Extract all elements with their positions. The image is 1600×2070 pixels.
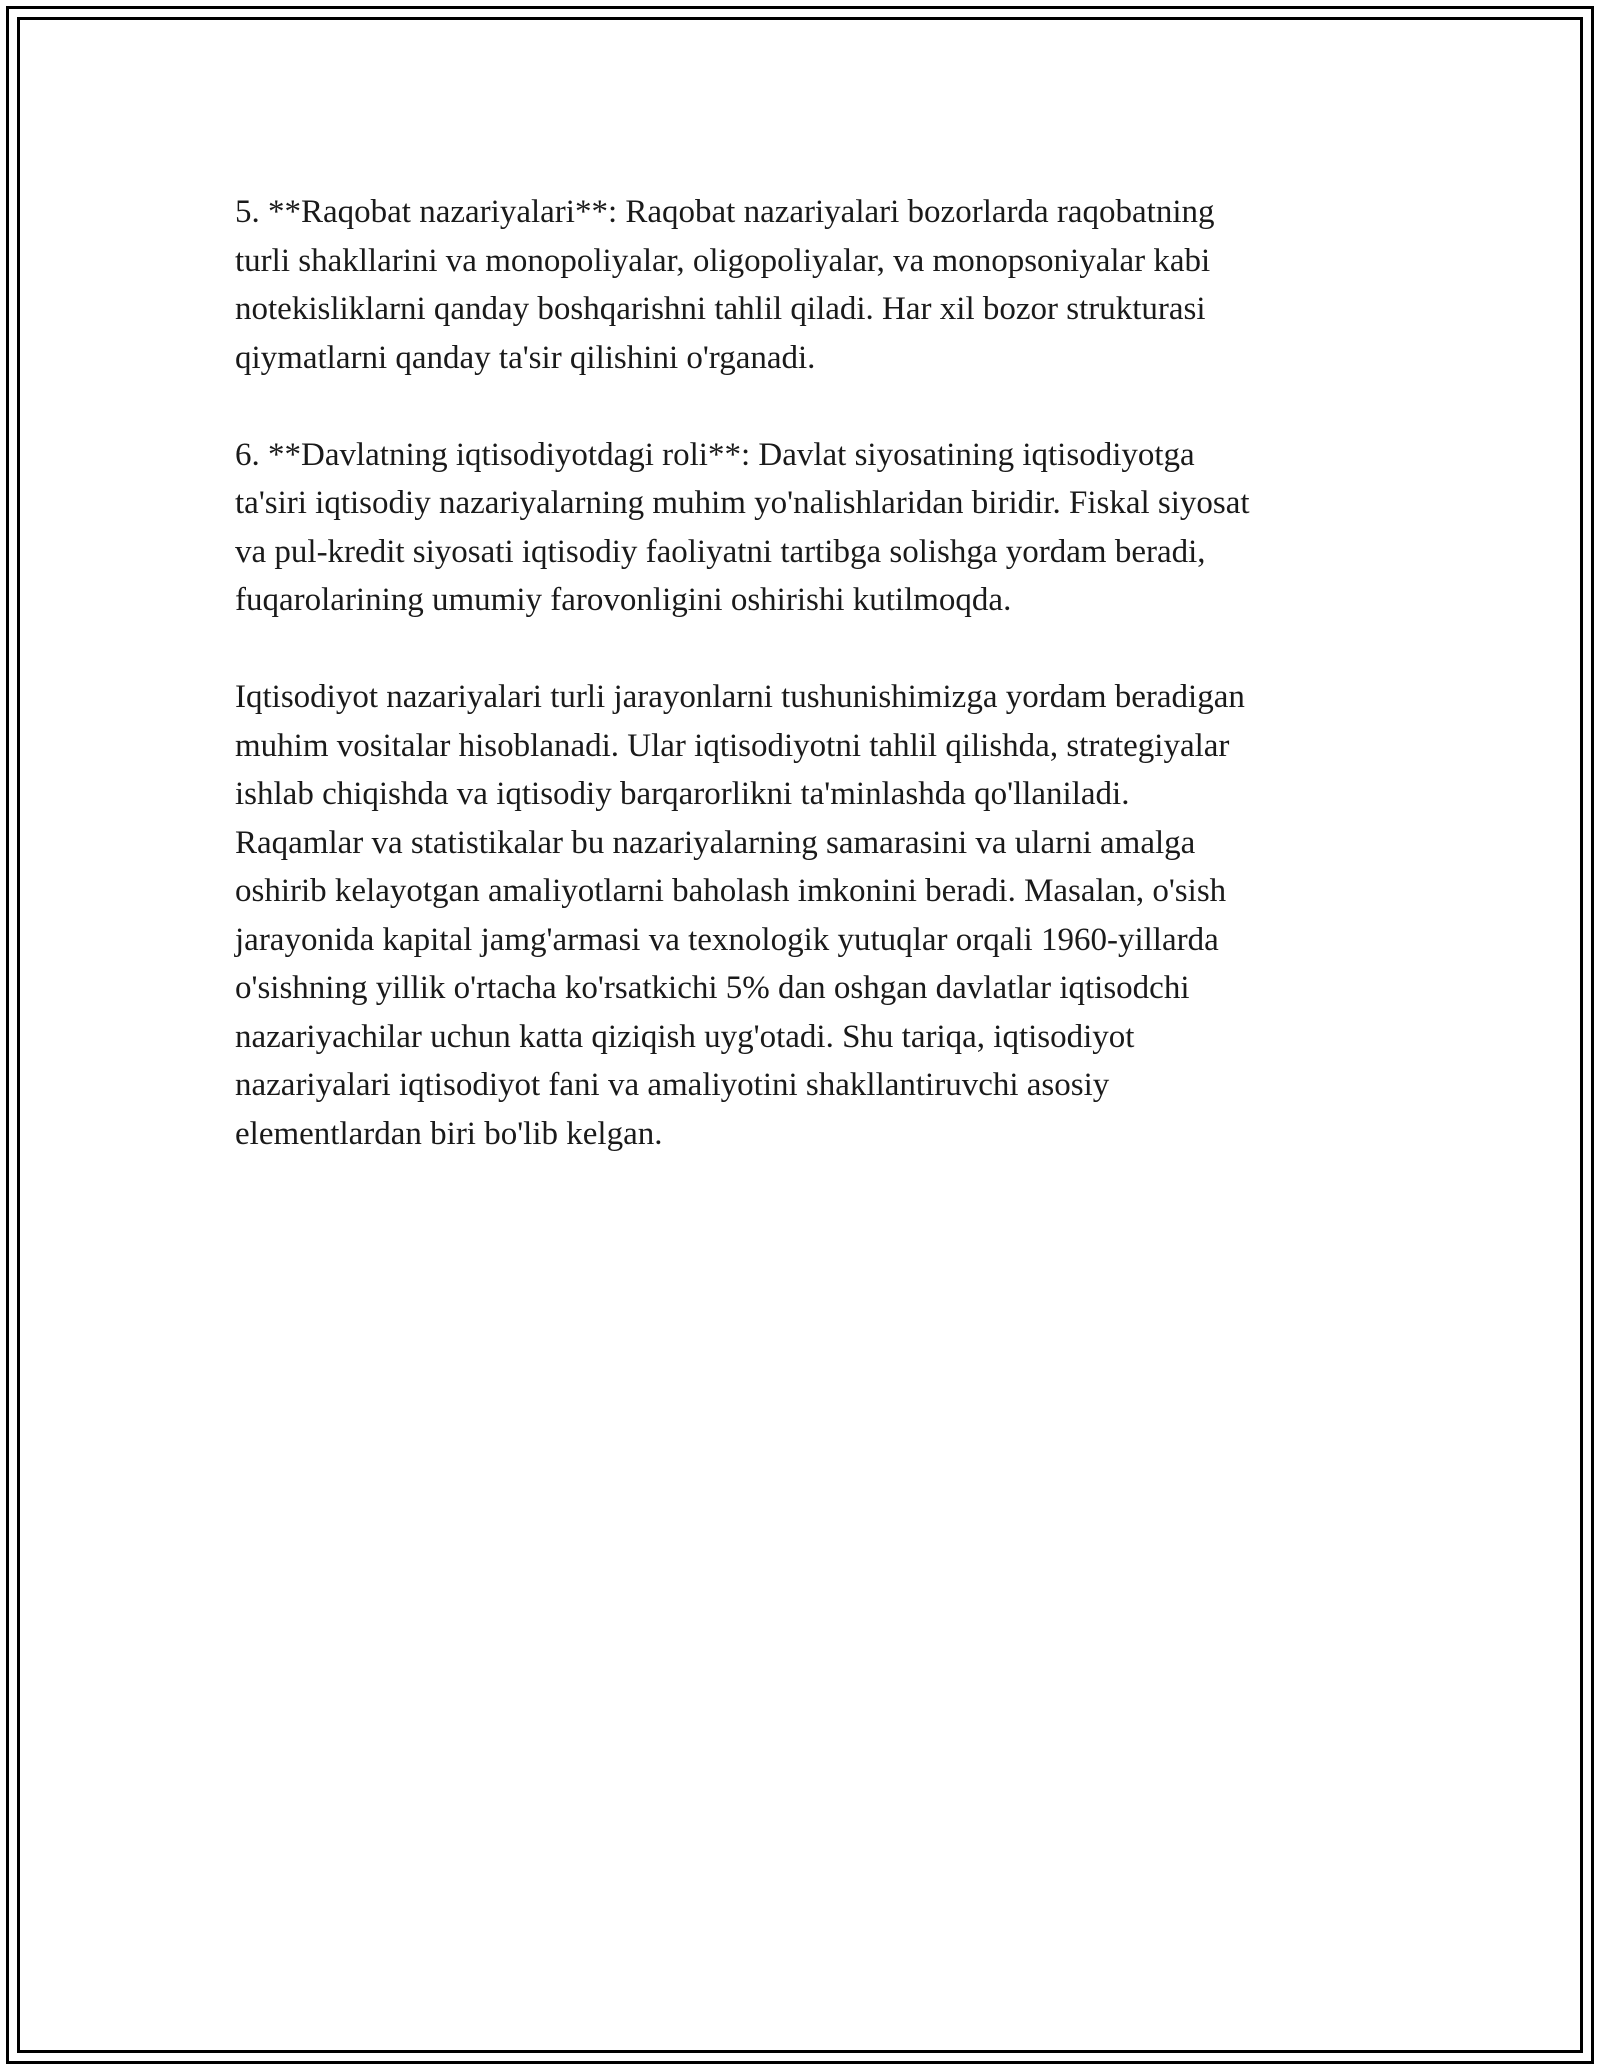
document-body [235,188,1375,1207]
paragraph-state-role: 6. **Davlatning iqtisodiyotdagi roli**: Davlat siyosatining iqtisodiyotga ta'siri iqtisodiy nazariyalarning muhim yo'nalishlaridan biridir. Fiskal siyosat va pul-kredit siyosati iqtisodiy faoliyatni tartibga solishga yordam beradi, fuqarolarining umumiy farovonligini oshirishi kutilmoqda. [235,436,1250,618]
paragraph-competition-theories: 5. **Raqobat nazariyalari**: Raqobat nazariyalari bozorlarda raqobatning turli shakllarini va monopoliyalar, oligopoliyalar, va monopsoniyalar kabi notekisliklarni qanday boshqarishni tahlil qiladi. Har xil bozor strukturasi qiymatlarni qanday ta'sir qilishini o'rganadi. [235,194,1215,376]
paragraph-conclusion: Iqtisodiyot nazariyalari turli jarayonlarni tushunishimizga yordam beradigan muhim vositalar hisoblanadi. Ular iqtisodiyotni tahlil qilishda, strategiyalar ishlab chiqishda va iqtisodiy barqarorlikni ta'minlashda qo'llaniladi. Raqamlar va statistikalar bu nazariyalarning samarasini va ularni amalga oshirib kelayotgan amaliyotlarni baholash imkonini beradi. Masalan, o'sish jarayonida kapital jamg'armasi va texnologik yutuqlar orqali 1960-yillarda o'sishning yillik o'rtacha ko'rsatkichi 5% dan oshgan davlatlar iqtisodchi nazariyachilar uchun katta qiziqish uyg'otadi. Shu tariqa, iqtisodiyot nazariyalari iqtisodiyot fani va amaliyotini shakllantiruvchi asosiy elementlardan biri bo'lib kelgan. [235,679,1245,1152]
